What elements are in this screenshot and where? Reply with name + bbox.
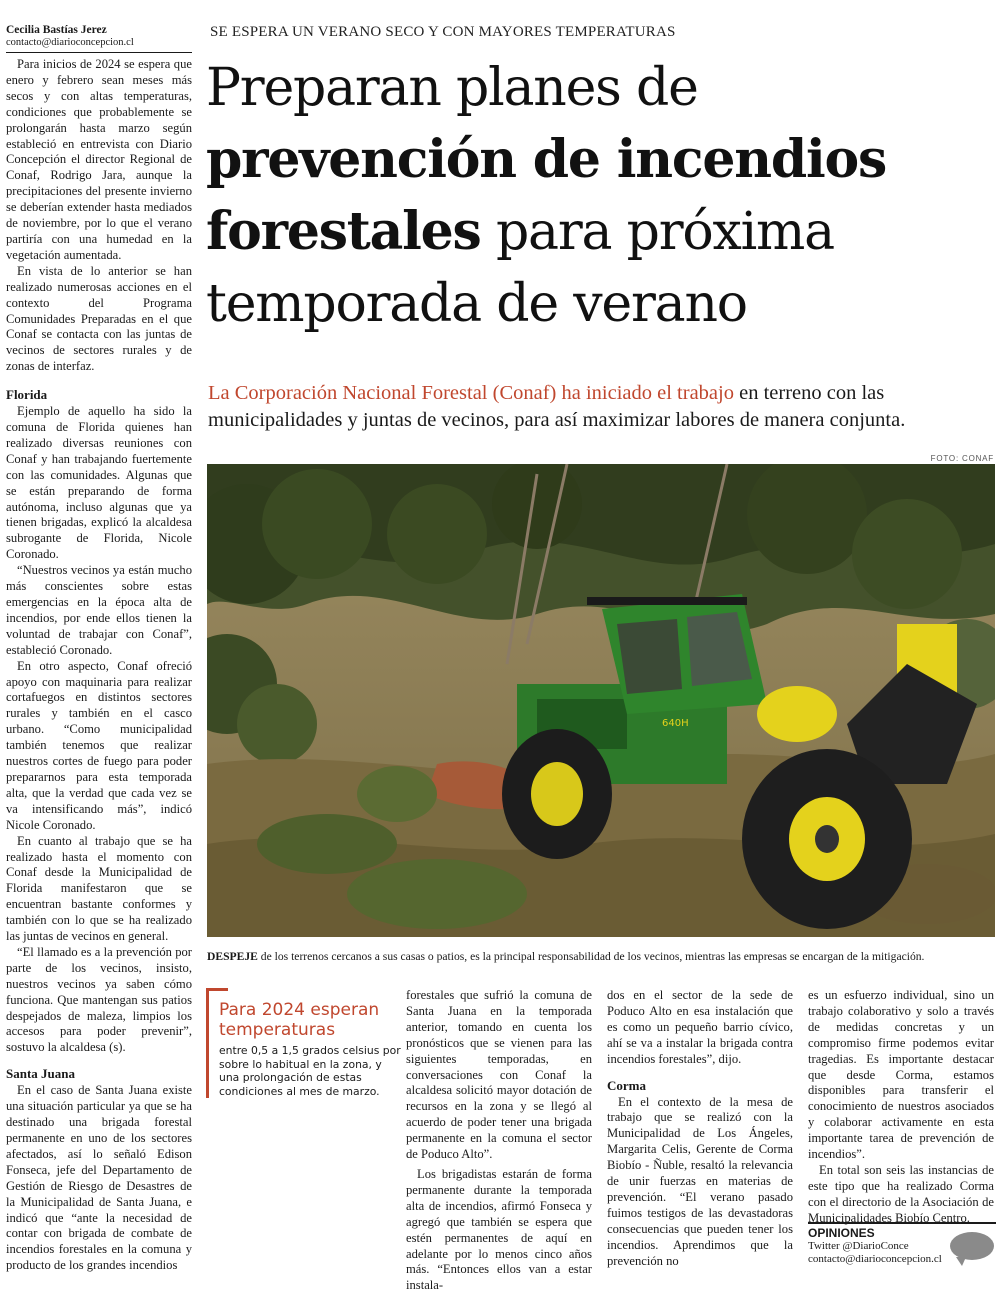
headline-line-2: prevención de incendios (206, 129, 887, 190)
column-3 (406, 988, 592, 1294)
author-email[interactable]: contacto@diarioconcepcion.cl (6, 37, 134, 48)
headline-line-3 (206, 196, 996, 268)
paragraph: Ejemplo de aquello ha sido la comuna de Florida quienes han realizado diversas reuniones con Conaf y han trabajando fuertemente con las comunidades. Algunas que se están preparando de forma autónoma, incluso algunas que ya tienen brigadas, explicó la alcaldesa subrogante de Florida, Nicole Coronado. (6, 404, 192, 562)
opiniones-heading: OPINIONES (808, 1226, 875, 1240)
opiniones-box (808, 1222, 996, 1266)
lead-accent: La Corporación Nacional Forestal (Conaf) ha iniciado el trabajo (208, 382, 734, 404)
paragraph: “El llamado es a la prevención por parte de los vecinos, insisto, nuestros vecinos ya saben cómo funciona. Que mantengan sus patios despejados de maleza, limpios los accesos para poder prevenir”, sostuvo la alcaldesa (s). (6, 944, 192, 1055)
subheading-florida: Florida (6, 387, 48, 403)
byline (6, 24, 192, 53)
headline (206, 52, 996, 340)
paragraph: es un esfuerzo individual, sino un trabajo colaborativo y solo a través de medidas concretas y un compromiso firme podemos evitar tragedias. Es importante destacar que desde Corma, estamos disponibles para transferir el conocimiento de nuestros asociados y colaborar activamente en esta importante tarea de prevención de incendios”. (808, 988, 994, 1162)
photo-caption (207, 950, 997, 964)
author-name: Cecilia Bastías Jerez (6, 24, 107, 36)
paragraph: En otro aspecto, Conaf ofreció apoyo con maquinaria para realizar cortafuegos en distintos sectores rurales y también en el casco urbano. “Como municipalidad también tenemos que realizar nuestros cortes de fuego para poder prepararnos para esta temporada alta, que la verdad que cada vez se va intensificando más”, indicó Nicole Coronado. (6, 658, 192, 832)
subheading-corma: Corma (607, 1077, 646, 1093)
speech-bubble-icon (950, 1232, 994, 1260)
paragraph: “Nuestros vecinos ya están mucho más conscientes sobre estas emergencias en la época alta de incendios, por ende ellos tienen la voluntad de trabajar con Conaf”, estableció Coronado. (6, 563, 192, 657)
photo-credit: FOTO: CONAF (930, 454, 994, 463)
paragraph: En vista de lo anterior se han realizado numerosas acciones en el contexto del Programa Comunidades Preparadas en el que Conaf se contacta con las juntas de vecinos de sectores rurales y de zonas de interfaz. (6, 263, 192, 374)
paragraph: Para inicios de 2024 se espera que enero y febrero sean meses más secos y con altas temperaturas, condiciones que probablemente se prolongarán hasta marzo según estableció en entrevista con Diario Concepción el director Regional de Conaf, Rodrigo Jara, aunque la precipitaciones del presente invierno se deberían extender hasta mediados de noviembre, por lo que el verano partiría con una humedad en la vegetación aumentada. (6, 57, 192, 262)
opiniones-email[interactable]: contacto@diarioconcepcion.cl (808, 1253, 942, 1265)
headline-line-1: Preparan planes de (206, 58, 698, 118)
lead-paragraph (208, 380, 998, 434)
headline-line-3-rest: para próxima (480, 202, 834, 262)
machine-model-label: 640H (662, 718, 689, 729)
paragraph: En cuanto al trabajo que se ha realizado hasta el momento con Conaf desde la Municipalidad de Florida manifestaron que se encuentran bastante conformes y también con lo que se ha realizado las juntas de vecinos en general. (6, 833, 192, 944)
paragraph: En el caso de Santa Juana existe una situación particular ya que se ha destinado una brigada forestal permanente en uno de los sectores afectados, así lo señaló Edison Fonseca, jefe del Departamento de Gestión de Riesgo de Desastres de la Municipalidad de Santa Juana, e indicó que “ante la necesidad de contar con brigada de combate de incendios forestales en la comuna y producto de los grandes incendios (6, 1083, 192, 1273)
lead-rest: en terreno con las municipalidades y juntas de vecinos, para así maximizar labores de manera conjunta. (208, 382, 906, 431)
paragraph: forestales que sufrió la comuna de Santa Juana en la temporada anterior, tomando en cuenta los pronósticos que se vienen para las siguientes temporadas, en conversaciones con Conaf la alcaldesa solicitó mayor dotación de recursos en la zona y se llegó al acuerdo de poder tener una brigada permanente en la comuna el sector de Poduco Alto”. (406, 988, 592, 1162)
subheading-santa-juana: Santa Juana (6, 1066, 75, 1082)
headline-line-4: temporada de verano (206, 274, 747, 334)
kicker: SE ESPERA UN VERANO SECO Y CON MAYORES TEMPERATURAS (210, 24, 676, 40)
callout-text: entre 0,5 a 1,5 grados celsius por sobre lo habitual en la zona, y una prolongación de estas condiciones al mes de marzo. (219, 1044, 401, 1098)
main-photo (207, 464, 995, 937)
callout-accent-bar (206, 988, 228, 991)
paragraph: En el contexto de la mesa de trabajo que se realizó con la Municipalidad de Los Ángeles, Margarita Celis, Gerente de Corma Biobío - Ñuble, resaltó la relevancia de unir fuerzas en materias de prevención. “El verano pasado fuimos testigos de las devastadoras consecuencias que pueden tener los incendios. Aprendimos que la prevención no (607, 1094, 793, 1268)
paragraph: En total son seis las instancias de este tipo que ha realizado Corma con el directorio de la Asociación de Municipalidades Biobío Centro. (808, 1162, 994, 1225)
callout-title: Para 2024 esperan temperaturas (219, 1000, 380, 1040)
headline-bold-word: forestales (206, 201, 481, 262)
column-5 (808, 988, 994, 1227)
caption-text: de los terrenos cercanos a sus casas o patios, es la principal responsabilidad de los vecinos, mientras las empresas se encargan de la mitigación. (257, 950, 925, 963)
forestry-machine-image (207, 464, 995, 937)
paragraph: dos en el sector de la sede de Poduco Alto en esa instalación que es como un pequeño barrio cívico, ahí se va a instalar la brigada contra incendios forestales”, dijo. (607, 988, 793, 1066)
column-1 (6, 57, 192, 1274)
paragraph: Los brigadistas estarán de forma permanente durante la temporada alta de incendios, afirmó Fonseca y agregó que también se espera que estén permanentes de aquí en adelante por lo menos cinco años más. “Entonces ellos van a estar instala- (406, 1166, 592, 1293)
callout-box (206, 988, 402, 1098)
opiniones-twitter[interactable]: Twitter @DiarioConce (808, 1240, 909, 1252)
caption-bold: DESPEJE (207, 950, 258, 963)
column-4 (607, 988, 793, 1270)
